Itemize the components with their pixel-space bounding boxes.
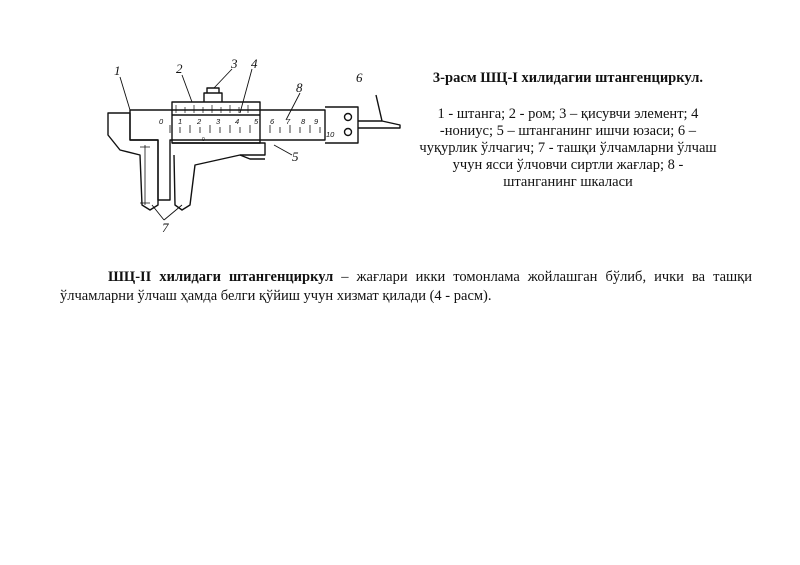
vernier-zero: 0 (202, 137, 205, 143)
scale-number: 4 (235, 117, 240, 126)
figure-label-3: 3 (231, 56, 238, 71)
figure-label-2: 2 (176, 61, 183, 76)
vernier-ticks (176, 105, 248, 113)
clamp-screw (204, 93, 222, 102)
scale-number: 10 (326, 130, 335, 139)
fixed-jaw (108, 113, 158, 210)
figure-label-8: 8 (296, 80, 303, 95)
depth-rod (358, 121, 400, 128)
caliper-figure (100, 55, 405, 240)
scale-number: 2 (197, 117, 202, 126)
scale-number: 6 (270, 117, 275, 126)
scale-number: 9 (314, 117, 319, 126)
paragraph-bold-lead: ШЦ-II хилидаги штангенциркул (108, 269, 334, 285)
figure-label-6: 6 (356, 70, 363, 85)
caption-title: 3-расм ШЦ-I хилидагии штангенциркул. (432, 70, 704, 86)
figure-label-4: 4 (251, 56, 258, 71)
scale-number: 7 (286, 117, 291, 126)
paragraph-text: – жағлари икки томонлама жойлашган бўлиб, ички ва ташқи ўлчамларни ўлчаш ҳамда белги қўйиш учун хизмат қилади (4 - расм). (60, 269, 752, 304)
figure-caption (418, 70, 718, 191)
caliper-drawing (100, 55, 405, 240)
caption-legend: 1 - штанга; 2 - ром; 3 – қисувчи элемент; 4 -нониус; 5 – штанганинг ишчи юзаси; 6 – чуқурлик ўлчагич; 7 - ташқи ўлчамларни ўлчаш учун ясси ўлчовчи сиртли жағлар; 8 - штанганинг шкаласи (419, 106, 717, 190)
scale-number: 1 (178, 117, 183, 126)
movable-jaw (172, 143, 265, 210)
figure-label-1: 1 (114, 63, 121, 78)
scale-number: 0 (159, 117, 164, 126)
scale-number: 3 (216, 117, 221, 126)
figure-label-7: 7 (162, 220, 169, 235)
scale-number: 8 (301, 117, 306, 126)
main-scale-ticks (170, 125, 320, 133)
body-paragraph (60, 268, 752, 306)
figure-label-5: 5 (292, 149, 299, 164)
scale-number: 5 (254, 117, 259, 126)
